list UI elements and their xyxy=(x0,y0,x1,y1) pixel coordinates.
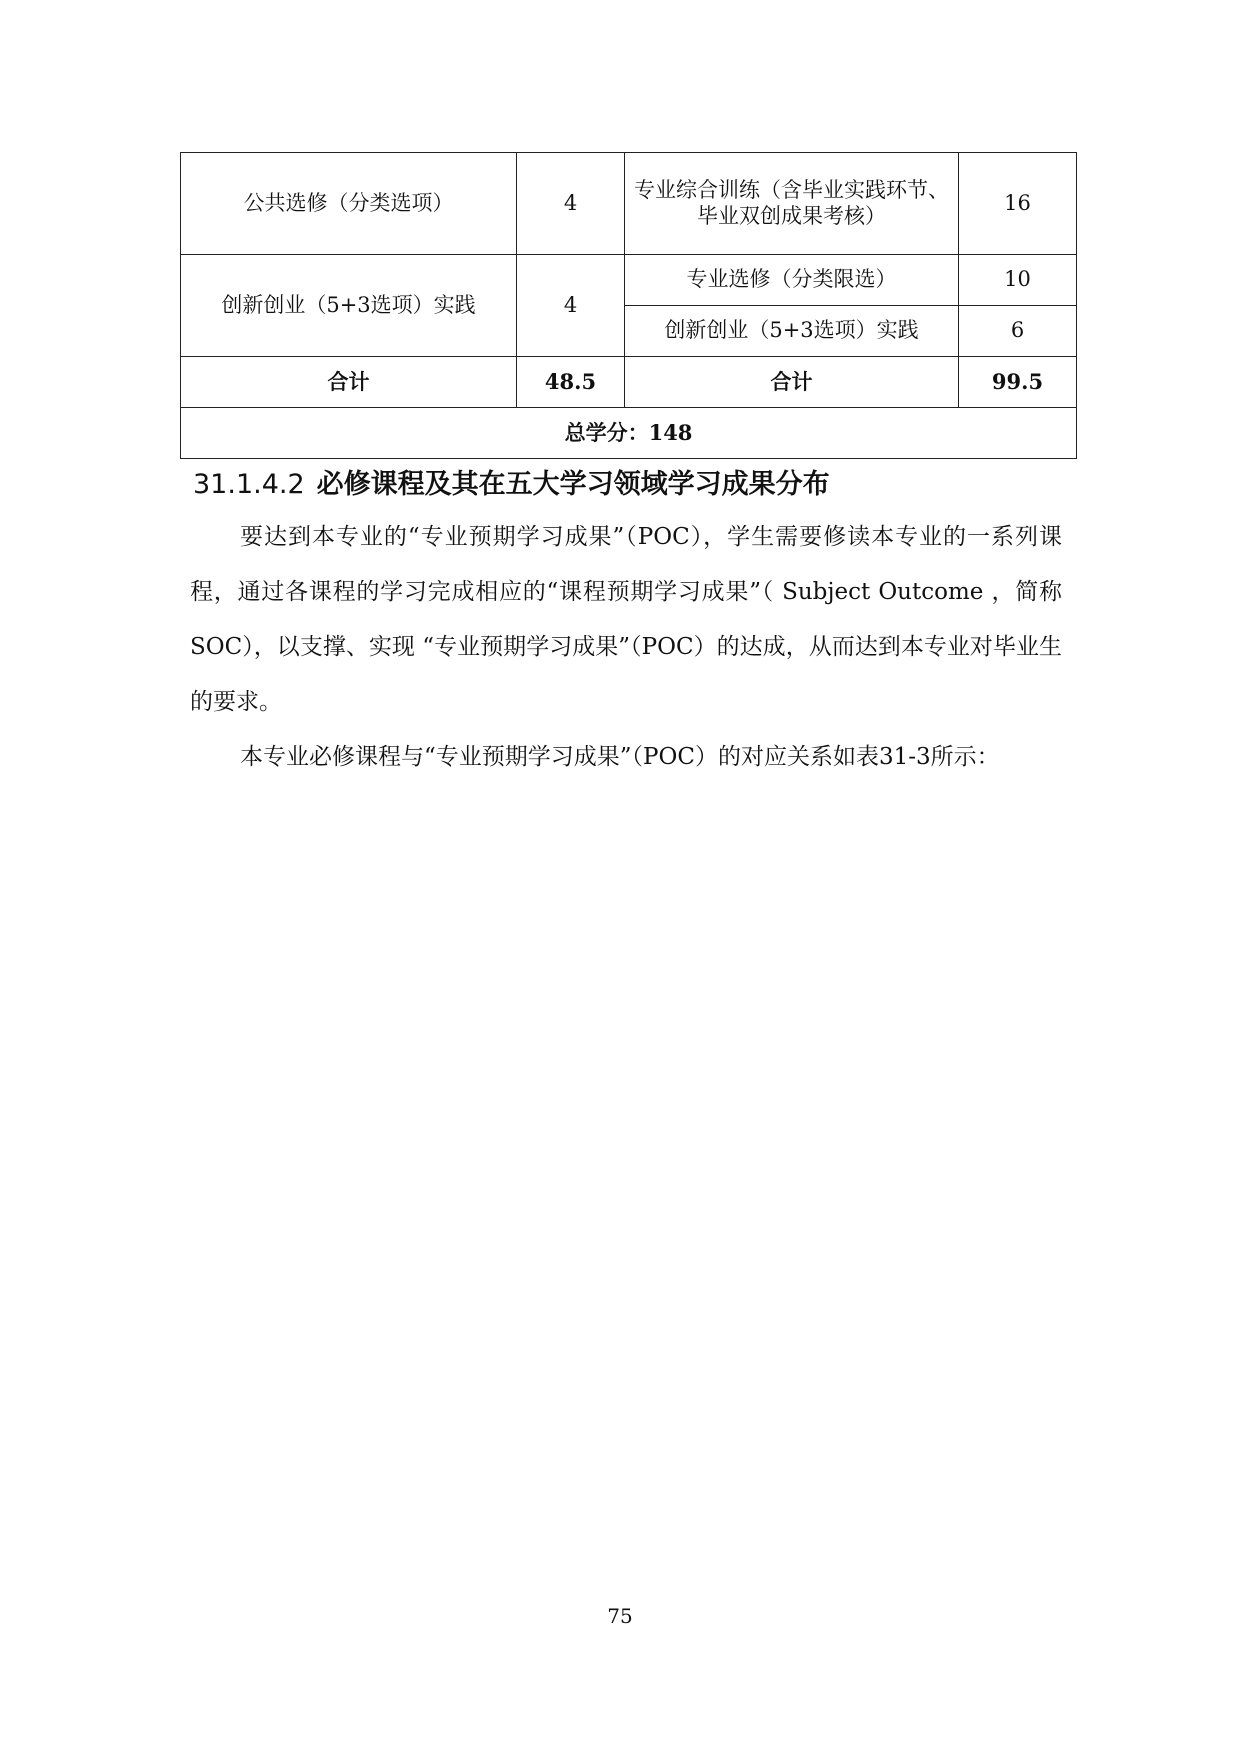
cell-line: 毕业双创成果考核） xyxy=(697,203,886,228)
table-cell: 公共选修（分类选项） xyxy=(181,153,517,255)
table-total-row xyxy=(181,357,1077,408)
section-title: 必修课程及其在五大学习领域学习成果分布 xyxy=(316,469,830,500)
body-paragraph: 要达到本专业的“专业预期学习成果”（POC），学生需要修读本专业的一系列课程，通过各课程的学习完成相应的“课程预期学习成果”（ Subject Outcome ，简称SOC），以支撑、实现 “专业预期学习成果”（POC）的达成，从而达到本专业对毕业生的要求。 xyxy=(190,524,1062,715)
table-cell: 创新创业（5+3选项）实践 xyxy=(181,255,517,357)
grand-total: 总学分：148 xyxy=(181,408,1077,459)
credits-table xyxy=(180,152,1077,459)
table-cell: 4 xyxy=(517,255,625,357)
table-row xyxy=(181,153,1077,255)
table-cell: 10 xyxy=(959,255,1077,306)
table-cell: 6 xyxy=(959,306,1077,357)
table-cell: 4 xyxy=(517,153,625,255)
section-number: 31.1.4.2 xyxy=(193,469,305,500)
table-grand-total-row xyxy=(181,408,1077,459)
table-cell: 创新创业（5+3选项）实践 xyxy=(625,306,959,357)
table-cell: 16 xyxy=(959,153,1077,255)
total-label: 合计 xyxy=(625,357,959,408)
table-cell: 专业选修（分类限选） xyxy=(625,255,959,306)
total-value: 48.5 xyxy=(517,357,625,408)
total-value: 99.5 xyxy=(959,357,1077,408)
cell-line: 专业综合训练（含毕业实践环节、 xyxy=(634,178,949,203)
table-cell xyxy=(625,153,959,255)
page-number: 75 xyxy=(607,1604,633,1628)
section-heading xyxy=(193,462,830,501)
table-row xyxy=(181,255,1077,306)
body-paragraph: 本专业必修课程与“专业预期学习成果”（POC）的对应关系如表31-3所示： xyxy=(240,744,1000,770)
total-label: 合计 xyxy=(181,357,517,408)
